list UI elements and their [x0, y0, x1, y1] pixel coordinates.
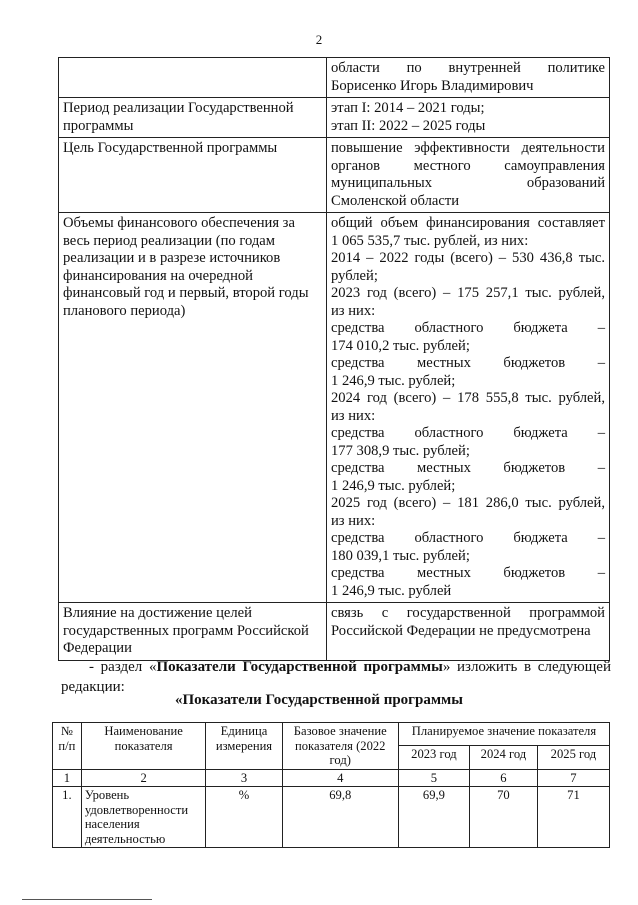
header-unit: Единица измерения	[206, 723, 282, 770]
page-number: 2	[315, 32, 323, 47]
program-passport-table	[58, 57, 610, 661]
header-year-2024: 2024 год	[469, 746, 537, 769]
value-line: 177 308,9 тыс. рублей;	[331, 442, 470, 459]
passport-row-influence	[59, 603, 610, 661]
col-number: 5	[398, 769, 469, 787]
header-row	[53, 723, 610, 746]
passport-row-goal	[59, 138, 610, 213]
table-row	[53, 787, 610, 848]
col-number: 4	[282, 769, 398, 787]
value-line: 1 246,9 тыс. рублей;	[331, 372, 456, 389]
col-number: 1	[53, 769, 82, 787]
passport-label: Влияние на достижение целей государственных программ Российской Федерации	[59, 603, 327, 661]
instruction-suffix: » изложить в следующей редакции:	[61, 659, 611, 695]
section-title: «Показатели Государственной программы	[175, 692, 463, 708]
value-line: из них:	[331, 407, 376, 424]
row-name: Уровень удовлетворенности населения деятельностью	[81, 787, 206, 848]
value-line: общий объем финансирования составляет	[331, 215, 605, 231]
header-base: Базовое значение показателя (2022 год)	[282, 723, 398, 770]
value-line: этап I: 2014 – 2021 годы;	[331, 100, 485, 116]
value-line: 2024 год (всего) – 178 555,8 тыс. рублей,	[331, 390, 605, 406]
row-2024: 70	[469, 787, 537, 848]
value-line: из них:	[331, 512, 376, 529]
value-line: области по внутренней политике	[331, 60, 605, 76]
header-planned: Планируемое значение показателя	[398, 723, 609, 746]
header-name: Наименование показателя	[81, 723, 206, 770]
value-line: Смоленской области	[331, 192, 460, 209]
footer-divider	[22, 899, 152, 900]
passport-label	[59, 58, 327, 98]
passport-label: Цель Государственной программы	[59, 138, 327, 213]
instruction-section-name: Показатели Государственной программы	[156, 659, 443, 675]
passport-row-curator	[59, 58, 610, 98]
value-line: средства областного бюджета –	[331, 530, 605, 546]
value-line: 2025 год (всего) – 181 286,0 тыс. рублей,	[331, 495, 605, 511]
value-line: 1 065 535,7 тыс. рублей, из них:	[331, 232, 529, 249]
value-line: связь с государственной программой	[331, 605, 605, 621]
value-line: 1 246,9 тыс. рублей;	[331, 477, 456, 494]
passport-value	[327, 603, 610, 661]
value-line: 2014 – 2022 годы (всего) – 530 436,8 тыс.	[331, 250, 605, 266]
value-line: этап II: 2022 – 2025 годы	[331, 117, 486, 134]
row-base: 69,8	[282, 787, 398, 848]
row-unit: %	[206, 787, 282, 848]
value-line: Борисенко Игорь Владимирович	[331, 77, 534, 94]
value-line: Российской Федерации не предусмотрена	[331, 622, 591, 639]
value-line: органов местного самоуправления	[331, 157, 605, 174]
value-line: 2023 год (всего) – 175 257,1 тыс. рублей,	[331, 285, 605, 301]
value-line: средства местных бюджетов –	[331, 460, 605, 476]
value-line: 1 246,9 тыс. рублей	[331, 582, 452, 599]
value-line: средства местных бюджетов –	[331, 565, 605, 581]
col-number: 2	[81, 769, 206, 787]
passport-value	[327, 213, 610, 603]
value-line: средства местных бюджетов –	[331, 355, 605, 371]
passport-label: Период реализации Государственной программы	[59, 98, 327, 138]
passport-row-period	[59, 98, 610, 138]
header-num: № п/п	[53, 723, 82, 770]
value-line: из них:	[331, 302, 376, 319]
amendment-instruction	[61, 657, 611, 697]
column-numbers-row	[53, 769, 610, 787]
value-line: 174 010,2 тыс. рублей;	[331, 337, 470, 354]
passport-row-financing	[59, 213, 610, 603]
col-number: 7	[537, 769, 609, 787]
col-number: 6	[469, 769, 537, 787]
instruction-prefix: - раздел «	[89, 659, 157, 675]
value-line: средства областного бюджета –	[331, 320, 605, 336]
value-line: 180 039,1 тыс. рублей;	[331, 547, 470, 564]
header-year-2025: 2025 год	[537, 746, 609, 769]
value-line: средства областного бюджета –	[331, 425, 605, 441]
value-line: муниципальных образований	[331, 175, 605, 191]
passport-value	[327, 58, 610, 98]
value-line: повышение эффективности деятельности	[331, 140, 605, 156]
row-2023: 69,9	[398, 787, 469, 848]
header-year-2023: 2023 год	[398, 746, 469, 769]
value-line: рублей;	[331, 267, 378, 284]
passport-value	[327, 138, 610, 213]
passport-value	[327, 98, 610, 138]
passport-label: Объемы финансового обеспечения за весь период реализации (по годам реализации и в разрезе источников финансирования на очередной финансовый год и первый, второй годы планового периода)	[59, 213, 327, 603]
indicators-table	[52, 722, 610, 848]
row-num: 1.	[53, 787, 82, 848]
col-number: 3	[206, 769, 282, 787]
row-2025: 71	[537, 787, 609, 848]
